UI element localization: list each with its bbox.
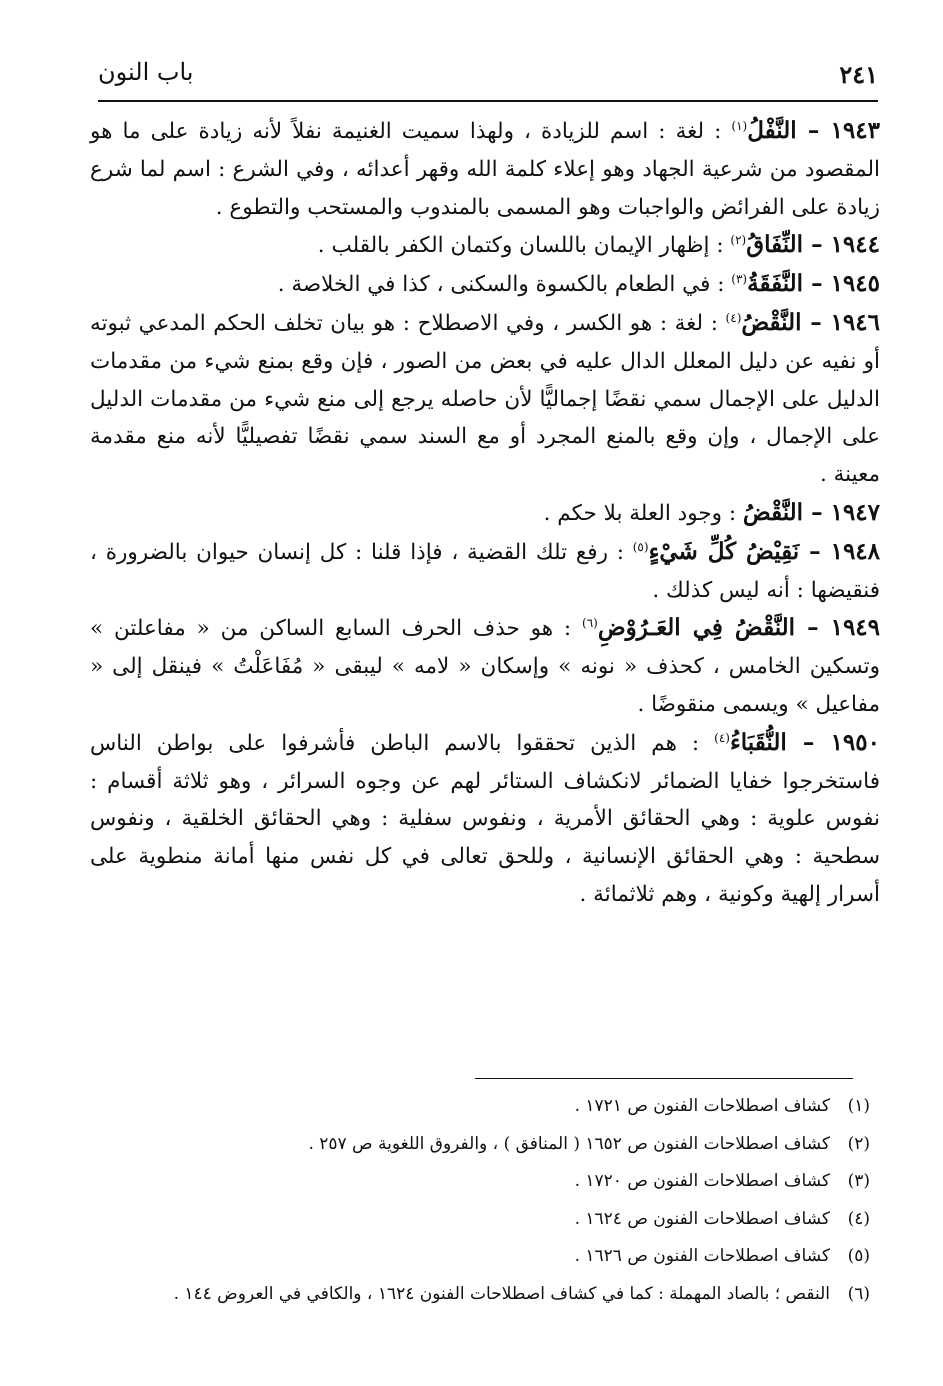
entry-term: نَقِيْضُ كُلِّ شَيْءٍ (648, 537, 800, 565)
entry-dash: – (803, 231, 831, 259)
page-number: ٢٤١ (839, 60, 878, 89)
entry-1945 (90, 265, 880, 304)
footnote-text: كشاف اصطلاحات الفنون ص ١٦٢٦ . (574, 1246, 830, 1267)
entry-1943 (90, 112, 880, 226)
page-header (98, 56, 878, 102)
footnote-ref[interactable]: (٣) (731, 272, 748, 287)
entry-number: ١٩٤٥ (830, 270, 880, 298)
entry-definition: : لغة : اسم للزيادة ، ولهذا سميت الغنيمة نفلاً لأنه زيادة على ما هو المقصود من شرعية الجهاد وهو إعلاء كلمة الله وقهر أعدائه ، وفي الشرع : اسم لما شرع زيادة على الفرائض والواجبات وهو المسمى بالمندوب والمستحب والتطوع . (90, 119, 880, 220)
entry-1944 (90, 226, 880, 265)
entry-dash: – (795, 614, 831, 642)
entry-1948 (90, 533, 880, 610)
entry-dash: – (803, 498, 831, 526)
entry-term: النَّقْضُ فِي العَـرُوْضِ (597, 614, 796, 642)
entry-definition: : هو حذف الحرف السابع الساكن من « مفاعلتن » وتسكين الخامس ، كحذف « نونه » وإسكان « لامه » ليبقى « مُفَاعَلْتُ » فينقل إلى « مفاعيل » ويسمى منقوضًا . (90, 616, 880, 717)
footnote-number: (١) (847, 1096, 870, 1116)
entry-dash: – (801, 308, 831, 336)
entry-number: ١٩٤٤ (830, 231, 880, 259)
footnote-2 (90, 1126, 870, 1164)
footnote-text: كشاف اصطلاحات الفنون ص ١٦٢٤ . (574, 1208, 830, 1229)
entry-definition: : إظهار الإيمان باللسان وكتمان الكفر بالقلب . (317, 233, 731, 259)
entry-definition: : وجود العلة بلا حكم . (543, 500, 743, 526)
entry-number: ١٩٥٠ (830, 728, 880, 756)
footnote-text: كشاف اصطلاحات الفنون ص ١٧٢٠ . (574, 1171, 830, 1192)
entry-1950 (90, 724, 880, 914)
entry-dash: – (786, 728, 831, 756)
entry-term: النَّقْضُ (742, 498, 804, 526)
entry-term: النَّفَقَةُ (747, 270, 804, 298)
footnote-ref[interactable]: (٥) (632, 539, 649, 554)
footnote-5 (90, 1238, 870, 1276)
entry-term: النَّقْضُ (741, 308, 802, 336)
footnote-ref[interactable]: (١) (731, 118, 748, 133)
footnote-4 (90, 1201, 870, 1239)
entry-number: ١٩٤٣ (830, 117, 880, 144)
footnote-ref[interactable]: (٢) (730, 233, 747, 248)
entry-term: النِّفَاقُ (746, 231, 804, 259)
footnote-6 (90, 1276, 870, 1314)
footnotes (90, 1088, 870, 1314)
entry-term: النَّفْلُ (747, 117, 797, 144)
entry-1947 (90, 494, 880, 533)
entry-definition: : هم الذين تحققوا بالاسم الباطن فأشرفوا على بواطن الناس فاستخرجوا خفايا الضمائر لانكشاف الستائر لهم عن وجوه السرائر ، وهو ثلاثة أقسام : نفوس علوية : وهي الحقائق الأمرية ، ونفوس سفلية : وهي الحقائق الخلقية ، ونفوس سطحية : وهي الحقائق الإنسانية ، وللحق تعالى في كل نفس منها أمانة منطوية على أسرار إلهية وكونية ، وهم ثلاثمائة . (90, 730, 880, 907)
chapter-title: باب النون (98, 58, 194, 86)
entry-dash: – (799, 537, 831, 565)
entry-1949 (90, 609, 880, 723)
entry-definition: : رفع تلك القضية ، فإذا قلنا : كل إنسان حيوان بالضرورة ، فنقيضها : أنه ليس كذلك . (90, 539, 880, 603)
entry-term: النُّقَبَاءُ (729, 728, 787, 756)
entry-number: ١٩٤٩ (830, 614, 881, 642)
footnote-number: (٢) (847, 1133, 870, 1154)
footnote-separator (475, 1078, 853, 1079)
entry-definition: : لغة : هو الكسر ، وفي الاصطلاح : هو بيان تخلف الحكم المدعي ثبوته أو نفيه عن دليل المعلل الدال عليه في بعض من الصور ، فإن وقع بمنع شيء من مقدمات الدليل على الإجمال سمي نقضًا إجماليًّا لأن حاصله يرجع إلى منع شيء من مقدمات الدليل على الإجمال ، وإن وقع بالمنع المجرد أو مع السند سمي نقضًا تفصيليًّا لأنه منع مقدمة معينة . (90, 310, 880, 488)
entry-number: ١٩٤٦ (830, 308, 880, 336)
entry-number: ١٩٤٨ (830, 537, 881, 565)
footnote-ref[interactable]: (٤) (725, 310, 742, 325)
footnote-text: النقص ؛ بالصاد المهملة : كما في كشاف اصطلاحات الفنون ١٦٢٤ ، والكافي في العروض ١٤٤ . (173, 1283, 830, 1304)
footnote-1 (90, 1088, 870, 1126)
footnote-number: (٤) (847, 1208, 870, 1229)
dictionary-entries (90, 112, 880, 914)
footnote-ref[interactable]: (٤) (714, 730, 730, 745)
entry-number: ١٩٤٧ (830, 498, 880, 526)
entry-dash: – (796, 117, 831, 144)
footnote-number: (٣) (847, 1171, 870, 1192)
footnote-text: كشاف اصطلاحات الفنون ص ١٦٥٢ ( المنافق ) ، والفروق اللغوية ص ٢٥٧ . (308, 1133, 830, 1154)
footnote-ref[interactable]: (٦) (582, 616, 598, 631)
entry-dash: – (803, 270, 831, 298)
entry-1946 (90, 304, 880, 494)
entry-definition: : في الطعام بالكسوة والسكنى ، كذا في الخلاصة . (277, 272, 732, 298)
footnote-text: كشاف اصطلاحات الفنون ص ١٧٢١ . (574, 1096, 830, 1116)
footnote-number: (٦) (847, 1283, 870, 1304)
footnote-number: (٥) (847, 1246, 870, 1267)
footnote-3 (90, 1163, 870, 1201)
